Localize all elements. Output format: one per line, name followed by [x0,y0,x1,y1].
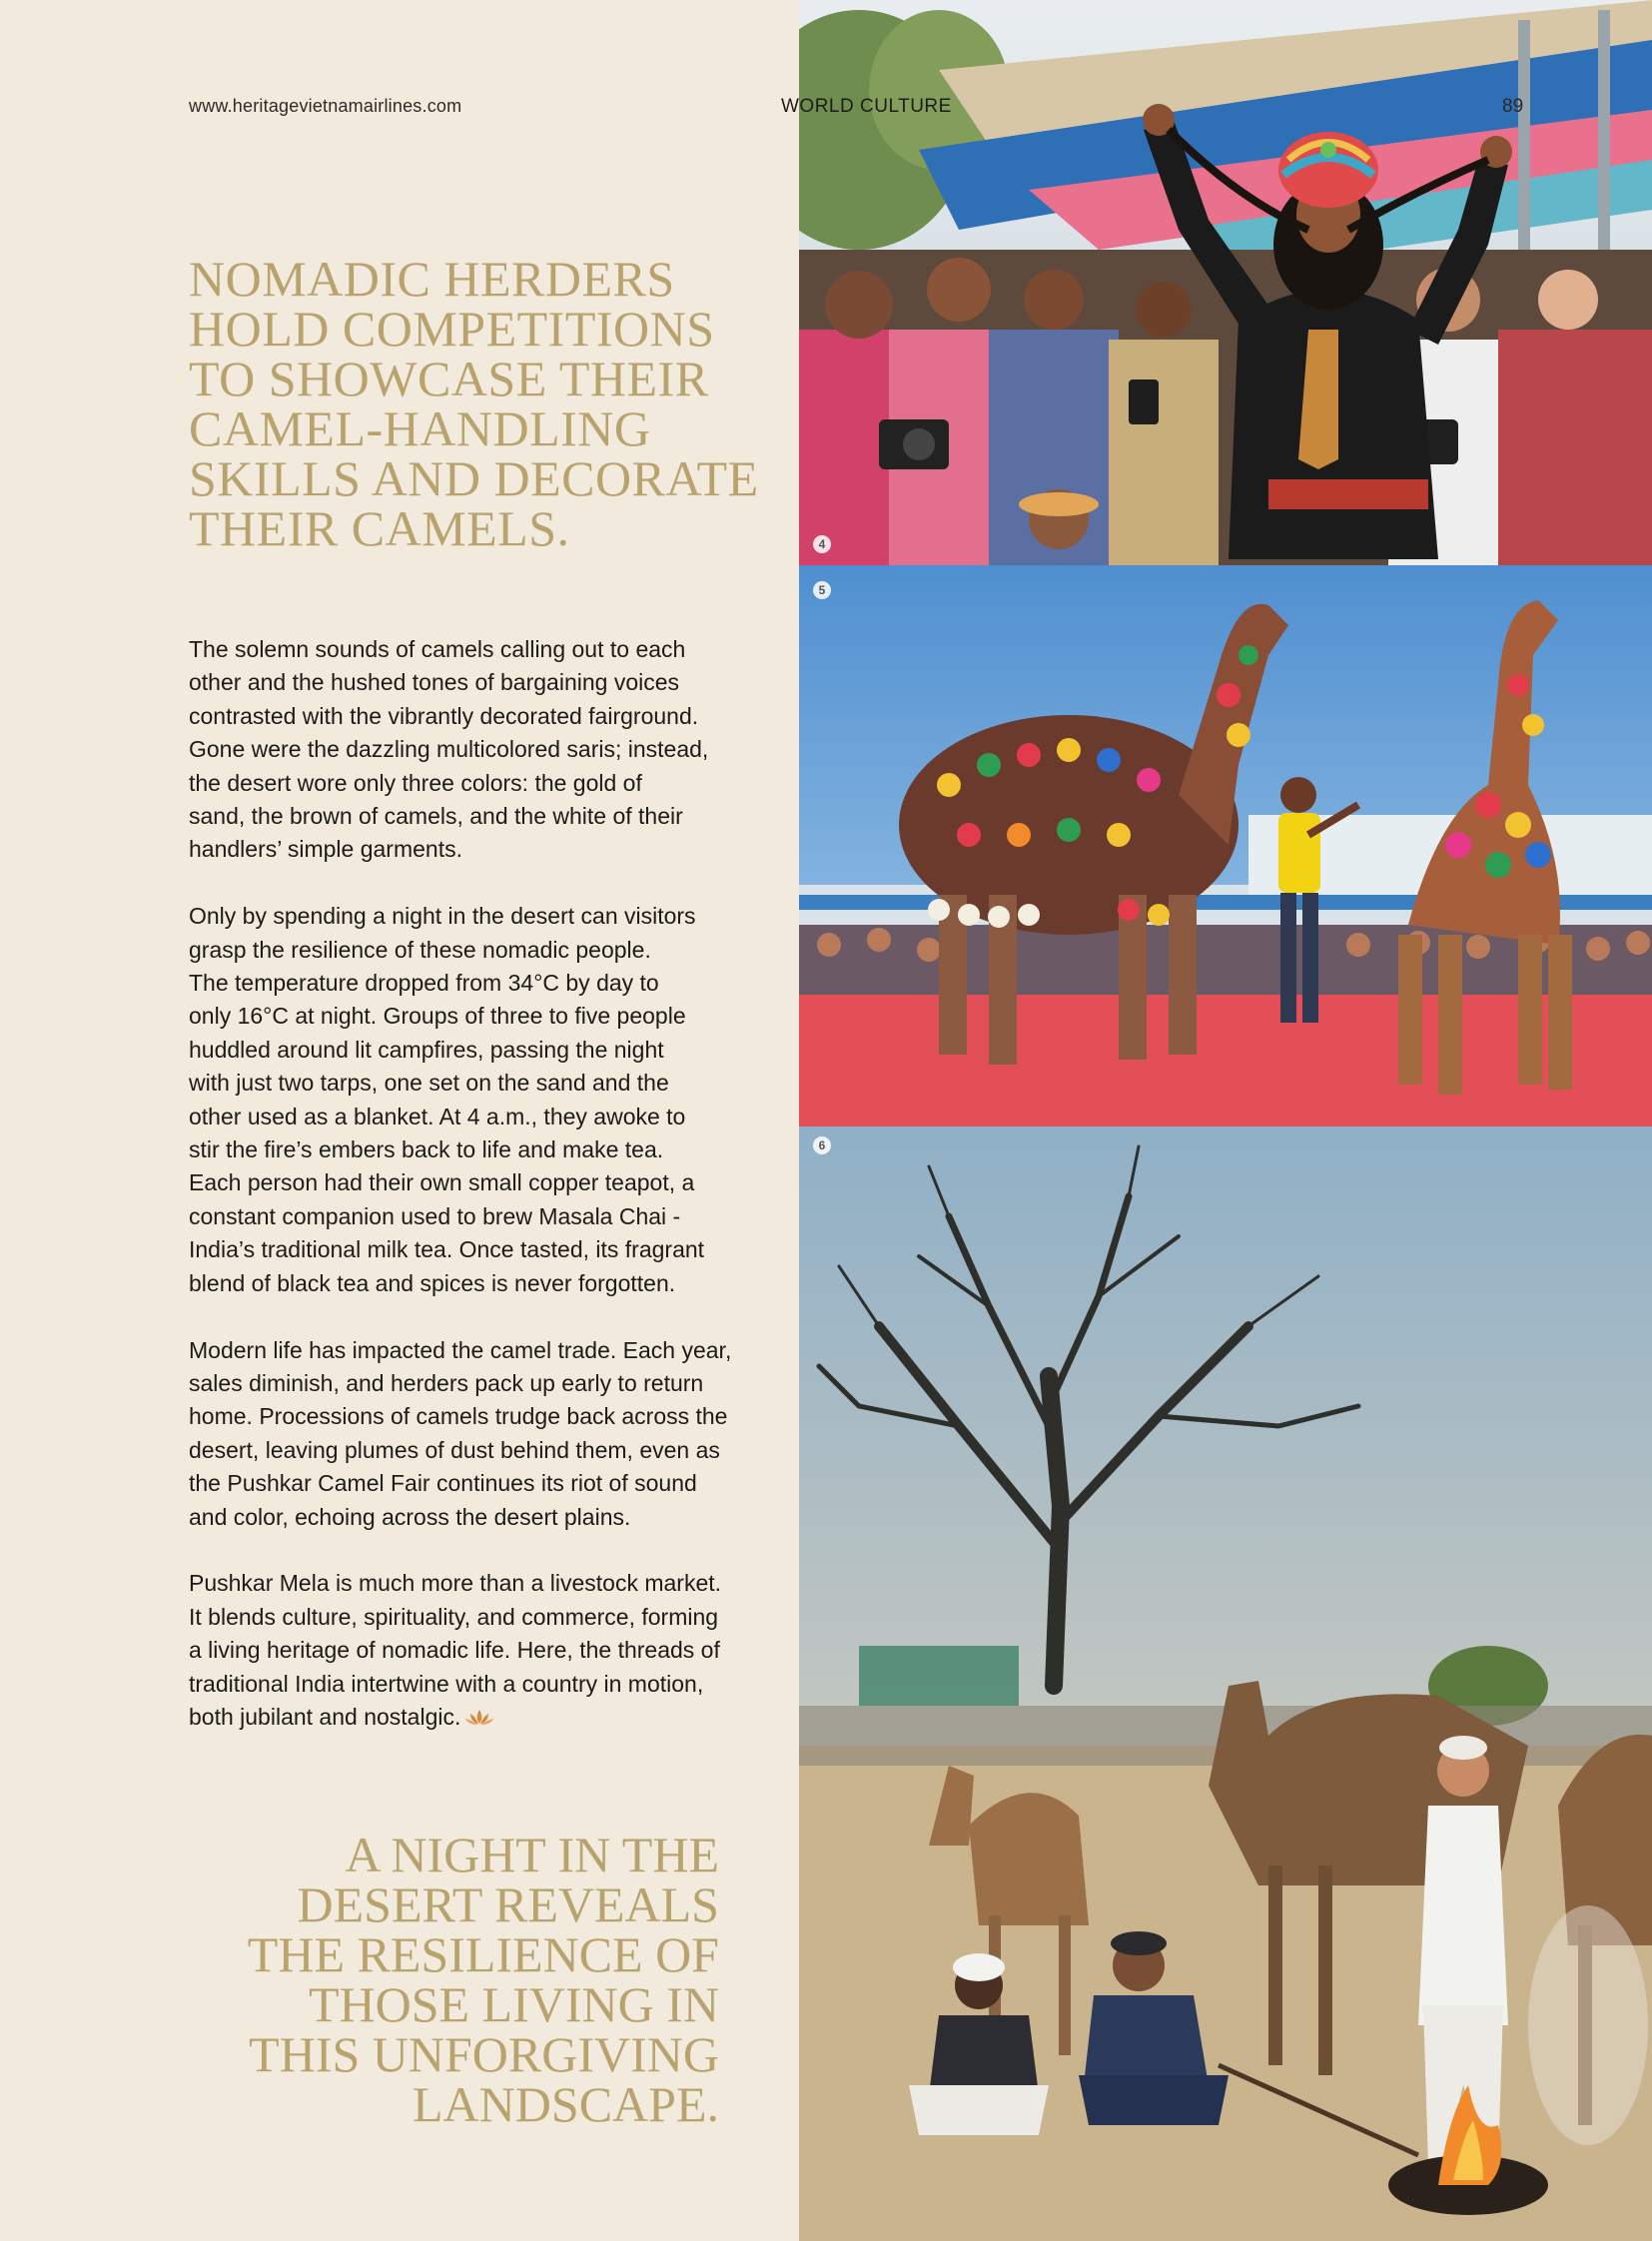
text-line: The temperature dropped from 34°C by day to [189,970,659,997]
text-line: and color, echoing across the desert plains. [189,1503,631,1530]
text-line: traditional India intertwine with a country in motion, [189,1670,704,1697]
text-line: huddled around lit campfires, passing the night [189,1036,664,1063]
text-line: Modern life has impacted the camel trade. Each year, [189,1336,732,1363]
pullquote-top [189,251,759,556]
pullquote-line: A NIGHT IN THE [345,1827,719,1882]
header-url: www.heritagevietnamairlines.com [189,96,462,116]
text-line: The solemn sounds of camels calling out to each [189,636,686,662]
photo-number-badge: 5 [813,581,831,599]
pullquote-line: THIS UNFORGIVING [249,2026,719,2082]
text-line: stir the fire’s embers back to life and make tea. [189,1136,664,1163]
text-line: other and the hushed tones of bargaining voices [189,669,680,696]
photo-number-badge: 6 [813,1136,831,1154]
photo-decorated-camels [799,565,1652,1126]
photo-number-badge: 4 [813,535,831,553]
paragraph-4 [189,1567,728,1736]
pullquote-line: HOLD COMPETITIONS [189,301,715,357]
pullquote-line: TO SHOWCASE THEIR [189,351,709,406]
text-line: Gone were the dazzling multicolored saris; instead, [189,736,709,763]
text-line: Pushkar Mela is much more than a livestock market. [189,1570,722,1597]
lotus-icon [464,1703,494,1736]
text-line: both jubilant and nostalgic. [189,1703,461,1730]
section-label: WORLD CULTURE [781,96,952,117]
text-line: a living heritage of nomadic life. Here, the threads of [189,1637,720,1664]
article-body [189,633,732,1770]
pullquote-line: THE RESILIENCE OF [247,1926,719,1982]
pullquote-line: THOSE LIVING IN [308,1976,719,2032]
text-line: other used as a blanket. At 4 a.m., they awoke to [189,1103,686,1129]
text-line: Each person had their own small copper teapot, a [189,1169,695,1196]
text-line: home. Processions of camels trudge back across the [189,1403,728,1430]
pullquote-line: NOMADIC HERDERS [189,251,675,307]
pullquote-bottom [160,1827,719,2132]
photo-herders-campfire [799,1126,1652,2241]
paragraph-1 [189,633,728,867]
pullquote-line: LANDSCAPE. [413,2076,719,2132]
pullquote-line: DESERT REVEALS [297,1876,719,1932]
paragraph-2 [189,900,728,1300]
text-line: India’s traditional milk tea. Once tasted, its fragrant [189,1236,705,1263]
text-line: only 16°C at night. Groups of three to five people [189,1003,686,1030]
pullquote-line: CAMEL-HANDLING [189,400,651,456]
text-line: It blends culture, spirituality, and commerce, forming [189,1603,719,1630]
photo-performer-crowd [799,0,1652,565]
text-line: contrasted with the vibrantly decorated fairground. [189,702,699,729]
text-line: handlers’ simple garments. [189,836,462,863]
text-line-last [189,1701,728,1736]
pullquote-line: THEIR CAMELS. [189,500,570,556]
text-line: constant companion used to brew Masala Chai - [189,1202,681,1229]
page-number: 89 [1502,96,1524,117]
text-line: grasp the resilience of these nomadic people. [189,936,651,963]
text-line: the desert wore only three colors: the gold of [189,769,642,796]
text-line: with just two tarps, one set on the sand and the [189,1070,669,1097]
text-line: sales diminish, and herders pack up early to return [189,1369,704,1396]
text-line: desert, leaving plumes of dust behind them, even as [189,1436,720,1463]
text-line: sand, the brown of camels, and the white of their [189,803,683,830]
text-line: Only by spending a night in the desert can visitors [189,903,696,930]
pullquote-line: SKILLS AND DECORATE [189,450,759,506]
text-line: the Pushkar Camel Fair continues its riot of sound [189,1470,697,1497]
paragraph-3 [189,1334,732,1534]
text-line: blend of black tea and spices is never forgotten. [189,1269,676,1296]
